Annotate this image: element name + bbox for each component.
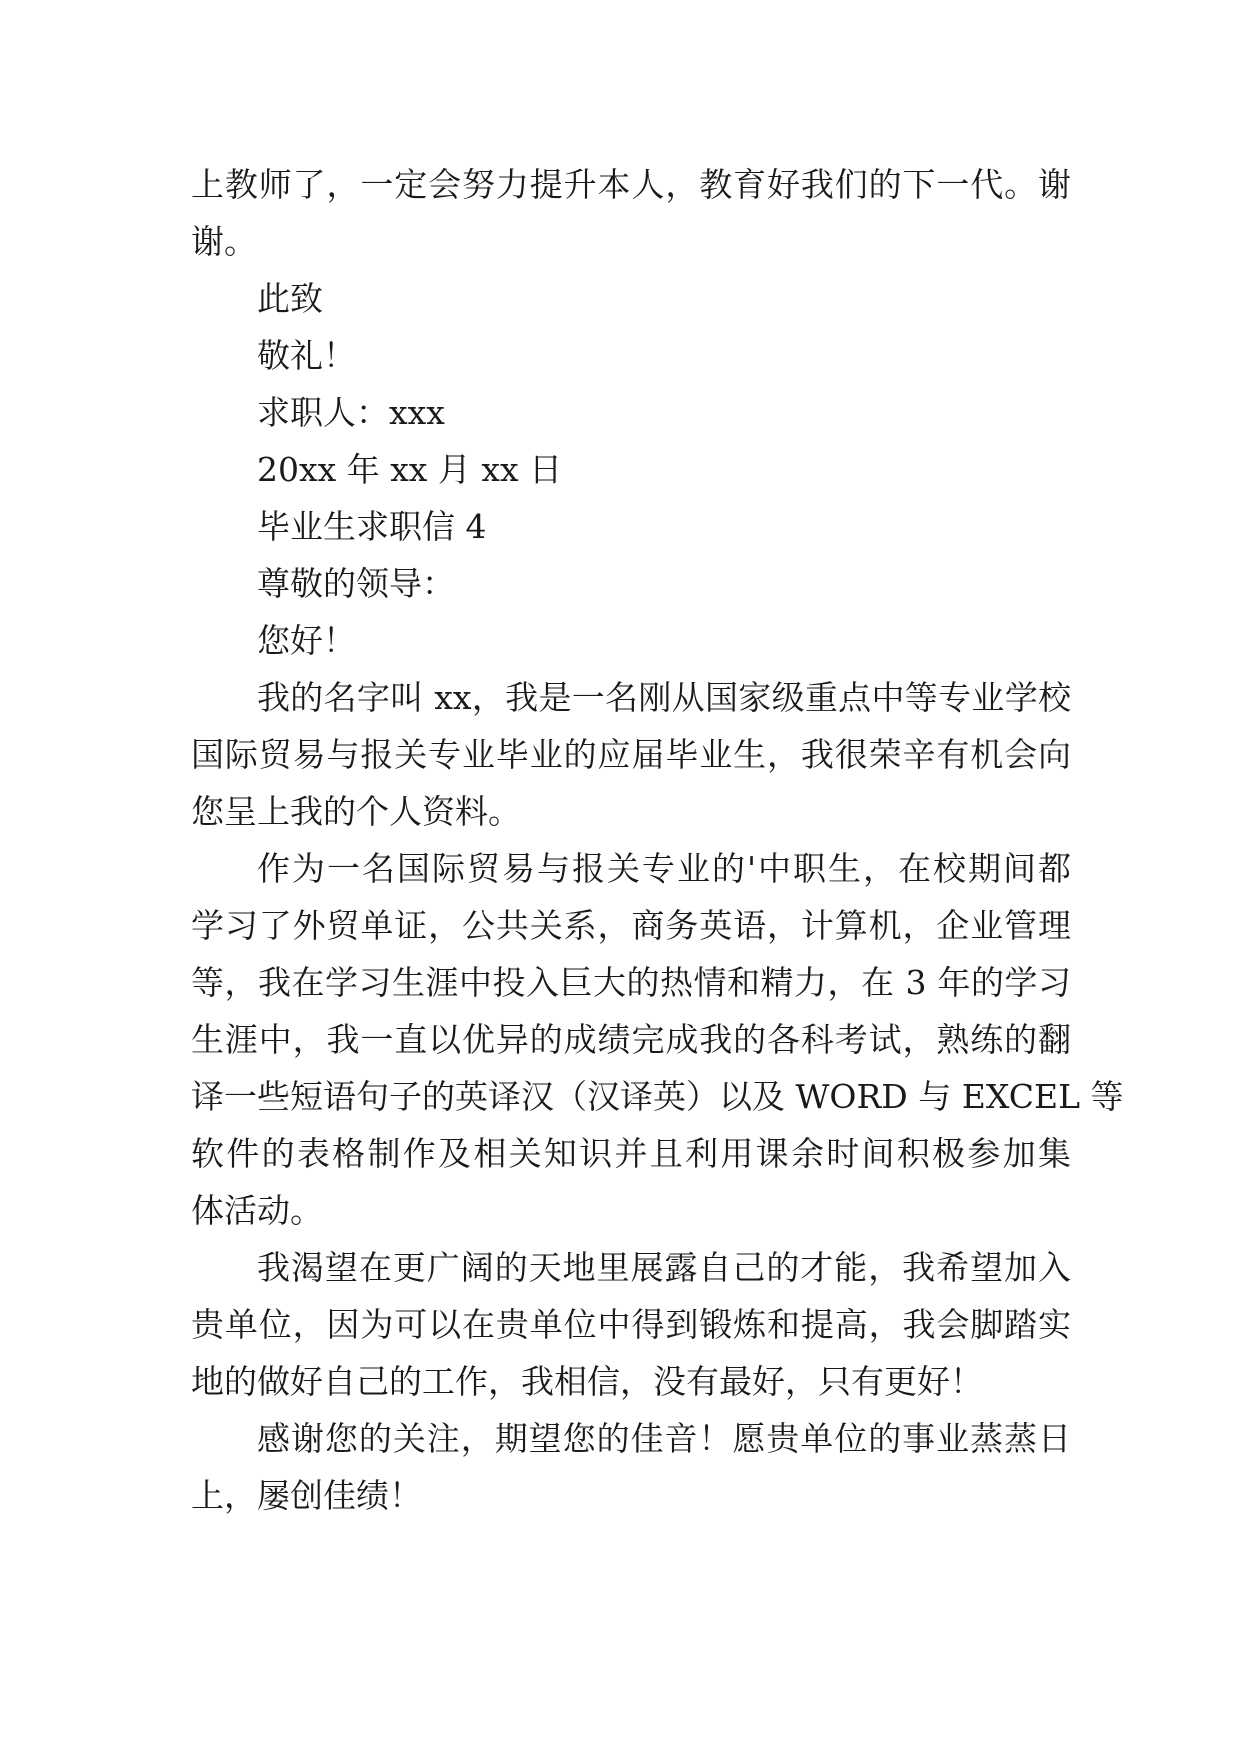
text-line: 我的名字叫 xx，我是一名刚从国家级重点中等专业学校: [257, 678, 1071, 717]
greeting: 您好！: [257, 621, 356, 660]
closing-respect: 敬礼！: [257, 336, 356, 375]
text-line: 国际贸易与报关专业毕业的应届毕业生，我很荣辛有机会向: [191, 735, 1071, 774]
text-line: 您呈上我的个人资料。: [191, 792, 521, 831]
text-line: 上教师了，一定会努力提升本人，教育好我们的下一代。谢: [191, 165, 1071, 204]
text-line: 软件的表格制作及相关知识并且利用课余时间积极参加集: [191, 1134, 1071, 1173]
text-line: 生涯中，我一直以优异的成绩完成我的各科考试，熟练的翻: [191, 1020, 1071, 1059]
greeting-recipient: 尊敬的领导：: [257, 564, 455, 603]
text-line: 上，屡创佳绩！: [191, 1476, 422, 1515]
text-line: 地的做好自己的工作，我相信，没有最好，只有更好！: [191, 1362, 983, 1401]
signature-applicant: 求职人：xxx: [257, 393, 445, 432]
text-line: 作为一名国际贸易与报关专业的'中职生，在校期间都: [257, 849, 1071, 888]
section-heading: 毕业生求职信 4: [257, 507, 487, 546]
text-line: 贵单位，因为可以在贵单位中得到锻炼和提高，我会脚踏实: [191, 1305, 1071, 1344]
text-line: 谢。: [191, 222, 257, 261]
text-line: 我渴望在更广阔的天地里展露自己的才能，我希望加入: [257, 1248, 1071, 1287]
closing-salutation: 此致: [257, 279, 323, 318]
text-line: 译一些短语句子的英译汉（汉译英）以及 WORD 与 EXCEL 等: [191, 1077, 1124, 1116]
text-line: 学习了外贸单证，公共关系，商务英语，计算机，企业管理: [191, 906, 1071, 945]
text-line: 感谢您的关注，期望您的佳音！愿贵单位的事业蒸蒸日: [257, 1419, 1071, 1458]
signature-date: 20xx 年 xx 月 xx 日: [257, 450, 563, 489]
text-line: 体活动。: [191, 1191, 323, 1230]
text-line: 等，我在学习生涯中投入巨大的热情和精力，在 3 年的学习: [191, 963, 1071, 1002]
